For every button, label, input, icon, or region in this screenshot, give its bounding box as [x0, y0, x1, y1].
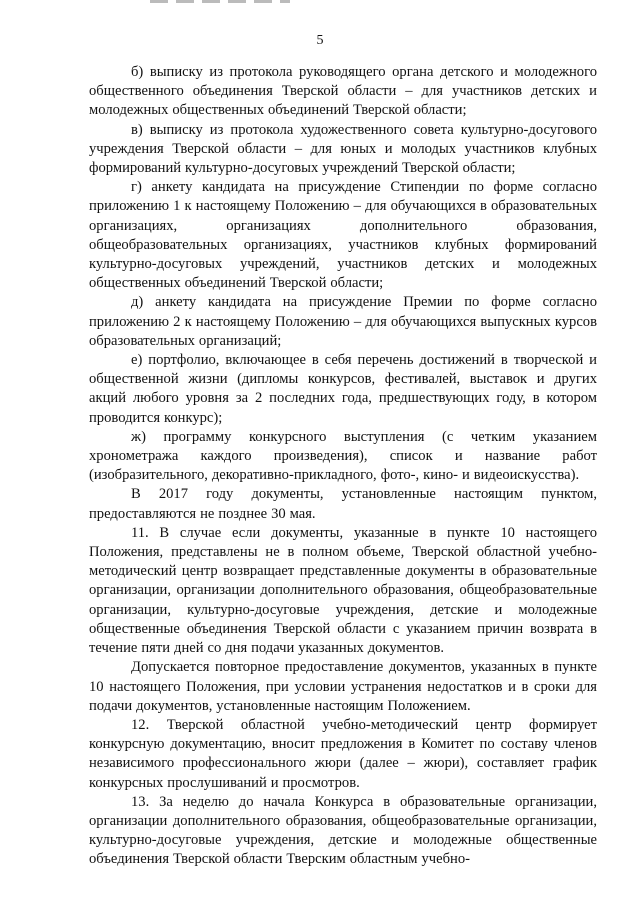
paragraph-g-stipend-form: г) анкету кандидата на присуждение Стипендии по форме согласно приложению 1 к настоящему Положению – для обучающихся в образовательных организациях, организациях дополнительного образования, общеобразовательных организациях, участников клубных формирований культурно-досуговых учреждений, участников детских и молодежных общественных объединений Тверской области; [89, 179, 597, 292]
document-body [89, 63, 597, 870]
paragraph-12-documentation: 12. Тверской областной учебно-методический центр формирует конкурсную документацию, вносит предложения в Комитет по составу членов независимого профессионального жюри (далее – жюри), составляет график конкурсных прослушиваний и просмотров. [89, 716, 597, 791]
page-number: 5 [316, 33, 324, 48]
paragraph-13-notice: 13. За неделю до начала Конкурса в образовательные организации, организации дополнительного образования, общеобразовательные организации, культурно-досуговые учреждения, детские и молодежные общественные объединения Тверской области Тверским областным учебно- [89, 793, 597, 868]
paragraph-e-portfolio: е) портфолио, включающее в себя перечень достижений в творческой и общественной жизни (дипломы конкурсов, фестивалей, выставок и других акций любого уровня за 2 последних года, предшествующих году, в котором проводится конкурс); [89, 352, 597, 426]
paragraph-2017-deadline: В 2017 году документы, установленные настоящим пунктом, предоставляются не позднее 30 мая. [89, 486, 597, 522]
paragraph-v-art-council-extract: в) выписку из протокола художественного совета культурно-досугового учреждения Тверской области – для юных и молодых участников клубных формирований культурно-досуговых учреждений Тверской области; [89, 121, 597, 177]
paragraph-d-prize-form: д) анкету кандидата на присуждение Премии по форме согласно приложению 2 к настоящему Положению – для обучающихся выпускных курсов образовательных организаций; [89, 294, 597, 349]
scan-edge-mark [150, 0, 290, 3]
paragraph-resubmission: Допускается повторное предоставление документов, указанных в пункте 10 настоящего Положения, при условии устранения недостатков и в сроки для подачи документов, установленные настоящим Положением. [89, 659, 597, 714]
paragraph-b-protocol-extract: б) выписку из протокола руководящего органа детского и молодежного общественного объединения Тверской области – для участников детских и молодежных общественных объединений Тверской области; [89, 64, 597, 119]
paragraph-11-return: 11. В случае если документы, указанные в пункте 10 настоящего Положения, представлены не в полном объеме, Тверской областной учебно-методический центр возвращает представленные документы в образовательные организации, организации дополнительного образования, общеобразовательные организации, культурно-досуговые учреждения, детские и молодежные общественные объединения Тверской области с указанием причин возврата в течение пяти дней со дня подачи указанных документов. [89, 524, 597, 657]
paragraph-zh-program: ж) программу конкурсного выступления (с четким указанием хронометража каждого произведения), список и название работ (изобразительного, декоративно-прикладного, фото-, кино- и видеоискусства). [89, 428, 597, 484]
